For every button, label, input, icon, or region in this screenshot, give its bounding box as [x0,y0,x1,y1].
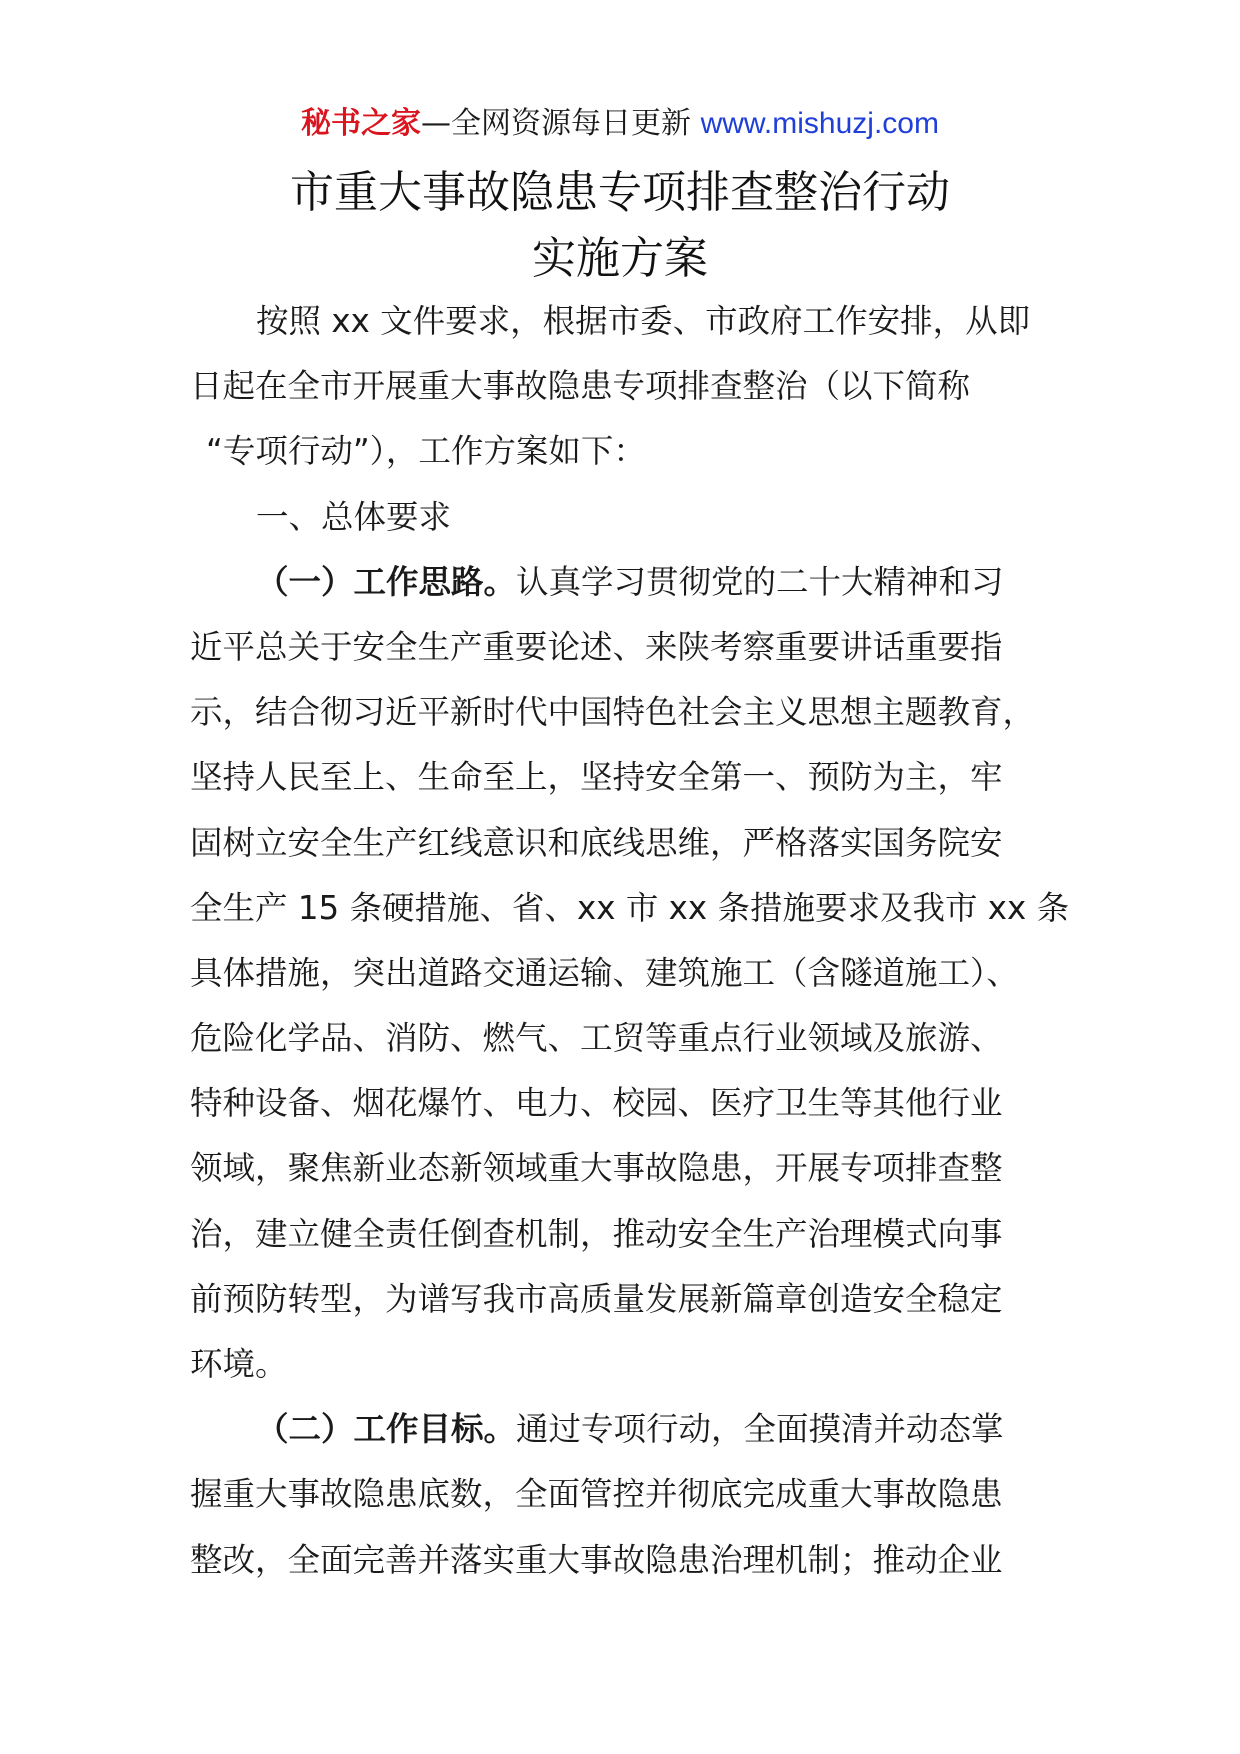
item-label: （一）工作思路。 [256,562,517,601]
banner-brand: 秘书之家 [301,106,422,141]
paragraph-line: 具体措施，突出道路交通运输、建筑施工（含隧道施工）、 [190,953,1019,992]
item-text: 通过专项行动，全面摸清并动态掌 [516,1410,1004,1449]
paragraph-line [190,1405,1070,1470]
document-body [190,297,1070,1601]
paragraph-line: 整改，全面完善并落实重大事故隐患治理机制；推动企业 [190,1540,1003,1579]
paragraph-line: 固树立安全生产红线意识和底线思维，严格落实国务院安 [190,823,1003,862]
site-banner [0,104,1240,144]
paragraph-line: 治，建立健全责任倒查机制，推动安全生产治理模式向事 [190,1214,1003,1253]
paragraph-line: 危险化学品、消防、燃气、工贸等重点行业领域及旅游、 [190,1019,1003,1058]
paragraph-line: 领域，聚焦新业态新领域重大事故隐患，开展专项排查整 [190,1149,1003,1188]
document-title-line-2: 实施方案 [532,233,708,284]
paragraph-line: 前预防转型，为谱写我市高质量发展新篇章创造安全稳定 [190,1279,1003,1318]
paragraph-line: 全生产 15 条硬措施、省、xx 市 xx 条措施要求及我市 xx 条 [190,888,1070,927]
paragraph-line: 环境。 [190,1345,288,1383]
paragraph-line [190,558,1070,623]
intro-line: 日起在全市开展重大事故隐患专项排查整治（以下简称 [190,367,971,406]
banner-url-link[interactable]: www.mishuzj.com [700,107,939,140]
paragraph-line: 特种设备、烟花爆竹、电力、校园、医疗卫生等其他行业 [190,1084,1003,1123]
paragraph-line: 示，结合彻习近平新时代中国特色社会主义思想主题教育， [190,693,1036,732]
intro-line: “专项行动”），工作方案如下： [206,432,646,471]
paragraph-line: 握重大事故隐患底数，全面管控并彻底完成重大事故隐患 [190,1475,1003,1514]
section-heading: 一、总体要求 [256,497,452,536]
intro-line: 按照 xx 文件要求，根据市委、市政府工作安排，从即 [256,302,1031,340]
item-label: （二）工作目标。 [256,1410,517,1449]
banner-slogan: —全网资源每日更新 [421,106,701,141]
item-text: 认真学习贯彻党的二十大精神和习 [516,562,1004,601]
document-title-line-1: 市重大事故隐患专项排查整治行动 [290,167,950,218]
paragraph-line: 坚持人民至上、生命至上，坚持安全第一、预防为主，牢 [190,758,1003,797]
paragraph-line: 近平总关于安全生产重要论述、来陕考察重要讲话重要指 [190,627,1003,666]
